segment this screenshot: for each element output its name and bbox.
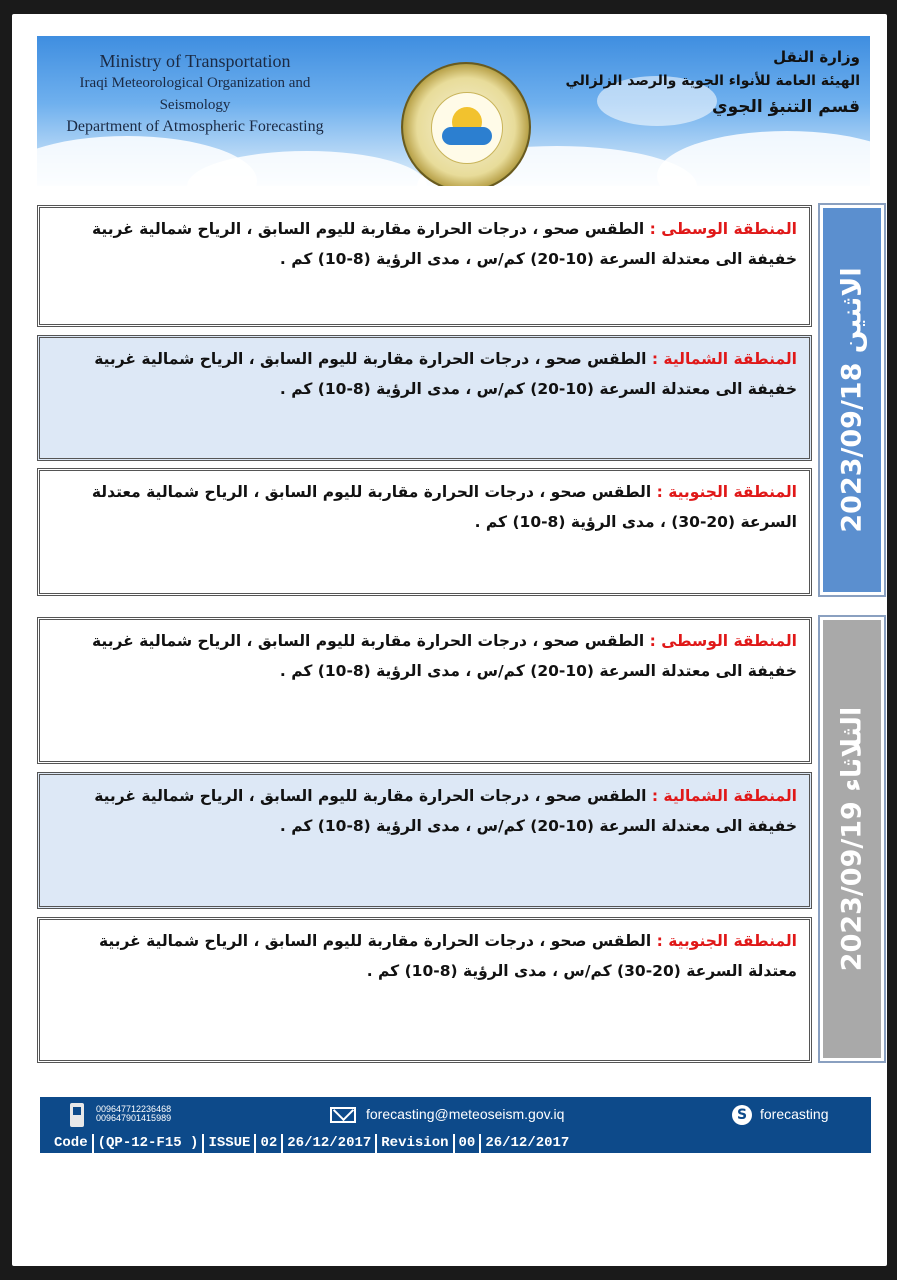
department-name-ar: قسم التنبؤ الجوي	[712, 97, 860, 117]
skype-handle[interactable]: forecasting	[760, 1106, 829, 1122]
forecast-text: الطقس صحو ، درجات الحرارة مقاربة لليوم السابق ، الرياح شمالية معتدلة السرعة (20-30) ، مدى الرؤية (8-10) كم .	[91, 483, 797, 531]
forecast-row-south	[37, 468, 812, 596]
forecast-date: 2023/09/18	[836, 362, 868, 533]
phone-number: 009647712236468	[96, 1104, 172, 1114]
ministry-name-en: Ministry of Transportation	[99, 51, 291, 71]
forecast-row-central	[37, 205, 812, 327]
organization-seal-logo	[401, 62, 531, 186]
issue-date: 26/12/2017	[281, 1134, 375, 1153]
revision-date: 26/12/2017	[479, 1134, 573, 1153]
english-title	[45, 50, 345, 138]
region-name: المنطقة الجنوبية :	[656, 932, 797, 950]
organization-name-en: Iraqi Meteorological Organization and Seismology	[79, 75, 311, 113]
cloud-icon	[442, 127, 492, 145]
revision-label: Revision	[375, 1134, 452, 1153]
issue-label: ISSUE	[202, 1134, 254, 1153]
forecast-row-central	[37, 617, 812, 764]
contact-bar	[40, 1097, 873, 1132]
ministry-name-ar: وزارة النقل	[773, 48, 860, 66]
region-name: المنطقة الوسطى :	[649, 220, 797, 238]
organization-name-ar: الهيئة العامة للأنواء الجوية والرصد الزلزالي	[565, 73, 860, 89]
region-name: المنطقة الشمالية :	[651, 350, 797, 368]
forecast-row-south	[37, 917, 812, 1063]
region-name: المنطقة الوسطى :	[649, 632, 797, 650]
footer	[40, 1097, 871, 1153]
forecast-date: 2023/09/19	[836, 801, 868, 972]
email-address[interactable]: forecasting@meteoseism.gov.iq	[366, 1106, 565, 1122]
document-code-bar	[40, 1134, 873, 1153]
code-value: (QP-12-F15 )	[92, 1134, 203, 1153]
forecast-text: الطقس صحو ، درجات الحرارة مقاربة لليوم السابق ، الرياح شمالية غربية خفيفة الى معتدلة السرعة (10-20) كم/س ، مدى الرؤية (8-10) كم .	[94, 350, 797, 398]
phone-numbers	[96, 1105, 171, 1123]
forecast-row-north	[37, 772, 812, 909]
forecast-row-north	[37, 335, 812, 461]
issue-number: 02	[254, 1134, 281, 1153]
forecast-text: الطقس صحو ، درجات الحرارة مقاربة لليوم السابق ، الرياح شمالية غربية معتدلة السرعة (20-30) كم/س ، مدى الرؤية (8-10) كم .	[98, 932, 797, 980]
forecast-day: الاثنين	[836, 267, 868, 354]
skype-icon: S	[732, 1105, 752, 1125]
day-sidebar-1	[820, 205, 884, 595]
forecast-day: الثلاثاء	[836, 706, 868, 792]
forecast-text: الطقس صحو ، درجات الحرارة مقاربة لليوم السابق ، الرياح شمالية غربية خفيفة الى معتدلة السرعة (10-20) كم/س ، مدى الرؤية (8-10) كم .	[91, 632, 797, 680]
department-name-en: Department of Atmospheric Forecasting	[66, 118, 324, 135]
mail-icon	[330, 1107, 356, 1123]
region-name: المنطقة الشمالية :	[651, 787, 797, 805]
forecast-text: الطقس صحو ، درجات الحرارة مقاربة لليوم السابق ، الرياح شمالية غربية خفيفة الى معتدلة السرعة (10-20) كم/س ، مدى الرؤية (8-10) كم .	[94, 787, 797, 835]
revision-number: 00	[453, 1134, 480, 1153]
header-banner	[37, 36, 870, 186]
code-label: Code	[54, 1135, 88, 1151]
region-name: المنطقة الجنوبية :	[656, 483, 797, 501]
forecast-text: الطقس صحو ، درجات الحرارة مقاربة لليوم السابق ، الرياح شمالية غربية خفيفة الى معتدلة السرعة (10-20) كم/س ، مدى الرؤية (8-10) كم .	[91, 220, 797, 268]
phone-icon	[70, 1103, 84, 1127]
day-sidebar-2	[820, 617, 884, 1061]
phone-number: 009647901415989	[96, 1113, 172, 1123]
arabic-title	[530, 46, 860, 120]
